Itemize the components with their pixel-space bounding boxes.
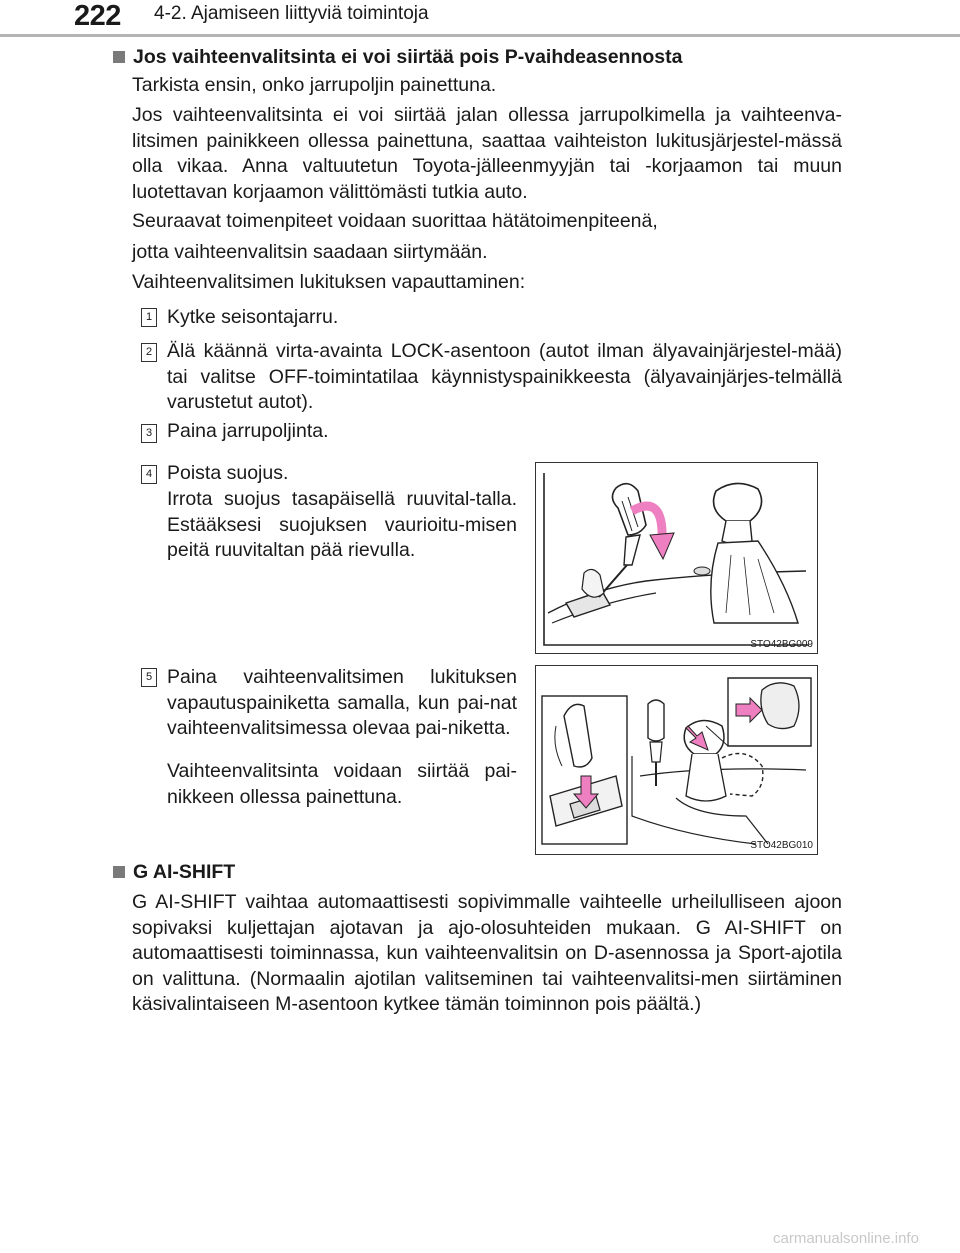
step-4-detail: Irrota suojus tasapäisellä ruuvital-talla. Estääksesi suojuksen vaurioitu-misen peitä ruuvitaltan pää rievulla.	[167, 488, 517, 561]
step-1-text: Kytke seisontajarru.	[167, 306, 339, 328]
paragraph-emergency-cont: jotta vaihteenvalitsin saadaan siirtymään.	[132, 241, 488, 263]
figure-code: STO42BG009	[750, 639, 813, 650]
step-3-text: Paina jarrupoljinta.	[167, 420, 329, 442]
step-4-text: Poista suojus.	[167, 462, 289, 484]
step-number-4: 4	[141, 465, 157, 484]
section-title: 4-2. Ajamiseen liittyviä toimintoja	[154, 3, 429, 24]
step-5-detail: Vaihteenvalitsinta voidaan siirtää pai-nikkeen ollessa painettuna.	[167, 760, 517, 808]
paragraph-ai-shift: G AI-SHIFT vaihtaa automaattisesti sopivimmalle vaihteelle urheilulliseen ajoon sopivaksi kuljettajan ajotavan ja ajo-olosuhteiden mukaan. G AI-SHIFT on automaattisesti toiminnassa, kun vaihteenvalitsin on D-asennossa ja Sport-ajotila on valittuna. (Normaalin ajotilan valitseminen tai vaihteenvalitsi-men siirtäminen käsivalintaiseen M-asentoon kytkee tämän toiminnon pois päältä.)	[132, 891, 842, 1015]
paragraph-fault-warning: Jos vaihteenvalitsinta ei voi siirtää jalan ollessa jarrupolkimella ja vaihteenva-litsimen painikkeen ollessa painettuna, saattaa vaihteiston lukitusjärjestel-mässä olla vikaa. Anna valtuutetun Toyota-jälleenmyyjän tai -korjaamon tai muun luotettavan korjaamon välittömästi tutkia auto.	[132, 104, 842, 203]
step-number-3: 3	[141, 424, 157, 443]
paragraph-emergency: Seuraavat toimenpiteet voidaan suorittaa hätätoimenpiteenä,	[132, 210, 658, 232]
step-number-1: 1	[141, 308, 157, 327]
watermark: carmanualsonline.info	[773, 1230, 919, 1247]
page-number: 222	[74, 0, 121, 32]
figure-remove-cover	[535, 462, 818, 654]
step-2-text: Älä käännä virta-avainta LOCK-asentoon (autot ilman älyavainjärjestel-mää) tai valitse OFF-toimintatilaa käynnistyspainikkeesta (älyavainjärjes-telmällä varustetut autot).	[167, 340, 842, 413]
square-bullet-icon	[113, 866, 125, 878]
step-5-text: Paina vaihteenvalitsimen lukituksen vapautuspainiketta samalla, kun pai-nat vaihteenvalitsimessa olevaa pai-niketta.	[167, 666, 517, 739]
figure-code: STO42BG010	[750, 840, 813, 851]
paragraph-check-brake: Tarkista ensin, onko jarrupoljin painettuna.	[132, 74, 497, 96]
screwdriver-illustration	[536, 463, 817, 653]
header-rule	[0, 34, 960, 37]
figure-release-button	[535, 665, 818, 855]
step-number-5: 5	[141, 668, 157, 687]
paragraph-release-intro: Vaihteenvalitsimen lukituksen vapauttaminen:	[132, 271, 526, 293]
section-heading-p-shift: Jos vaihteenvalitsinta ei voi siirtää pois P-vaihdeasennosta	[113, 45, 853, 71]
square-bullet-icon	[113, 51, 125, 63]
section-heading-ai-shift: G AI-SHIFT	[113, 860, 853, 886]
step-number-2: 2	[141, 343, 157, 362]
release-button-illustration	[536, 666, 817, 854]
